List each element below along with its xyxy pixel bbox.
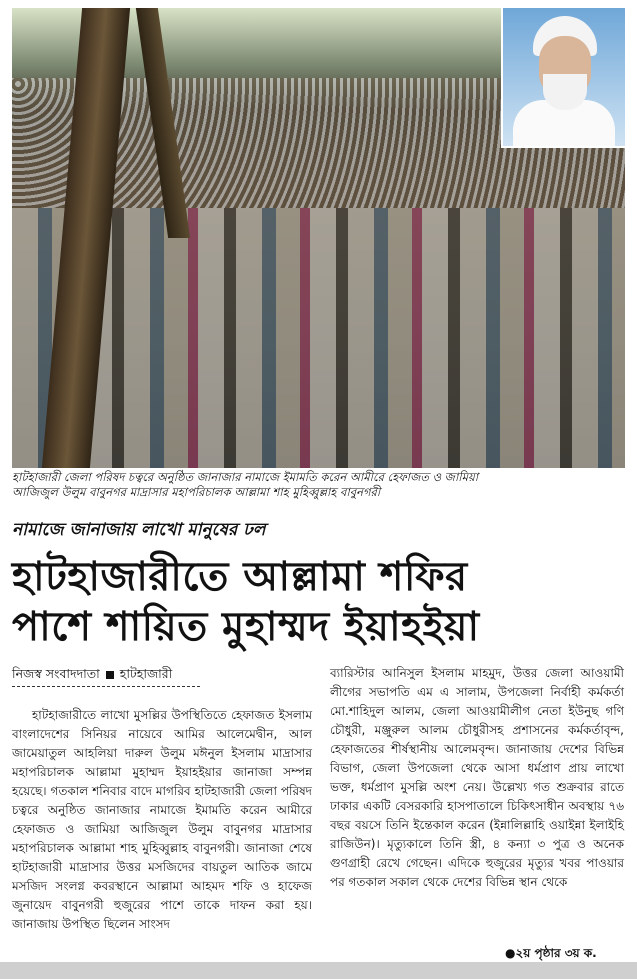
page-footer-bar xyxy=(0,962,637,979)
byline-divider xyxy=(12,686,200,687)
caption-line-2: আজিজুল উলুম বাবুনগর মাদ্রাসার মহাপরিচালক আল্লামা শাহ মুহিব্বুল্লাহ বাবুনগরী xyxy=(12,485,381,499)
headline xyxy=(12,552,625,652)
article-column-2: ব্যারিস্টার আনিসুল ইসলাম মাহমুদ, উত্তর জেলা আওয়ামী লীগের সভাপতি এম এ সালাম, উপজেলা নির্বাহী কর্মকর্তা মো.শাহিদুল আলম, জেলা আওয়ামীলীগ নেতা ইউনুছ গণি চৌধুরী, মঞ্জুরুল আলম চৌধুরীসহ প্রশাসনের কর্মকর্তাবৃন্দ, হেফাজতের শীর্ষস্থানীয় আলেমবৃন্দ। জানাজায় দেশের বিভিন্ন বিভাগ, জেলা উপজেলা থেকে আসা ধর্মপ্রাণ প্রায় লাখো ভক্ত, ধর্মপ্রাণ মুসল্লি অংশ নেয়। উল্লেখ্য গত শুক্রবার রাতে ঢাকার একটি বেসরকারি হাসপাতালে চিকিৎসাধীন অবস্থায় ৭৬ বছর বয়সে তিনি ইন্তেকাল করেন (ইন্নালিল্লাহি ওয়াইন্না ইলাইহি রাজিউন)। মৃত্যুকালে তিনি স্ত্রী, ৪ কন্যা ৩ পুত্র ও অনেক গুণগ্রাহী রেখে গেছেন। এদিকে হুজুরের মৃত্যুর খবর পাওয়ার পর গতকাল সকাল থেকে দেশের বিভিন্ন স্থান থেকে xyxy=(330,666,624,889)
article-column-1: হাটহাজারীতে লাখো মুসল্লির উপস্থিতিতে হেফাজত ইসলাম বাংলাদেশের সিনিয়র নায়েবে আমির আলেমেদ্বীন, আল জামেয়াতুল আহলিয়া দারুল উলুম মঈনুল ইসলাম মাদ্রাসার মহাপরিচালক আল্লামা মুহাম্মদ ইয়াহইয়ার জানাজা সম্পন্ন হয়েছে। গতকাল শনিবার বাদে মাগরিব হাটহাজারী জেলা পরিষদ চত্বরে অনুষ্ঠিত জানাজার নামাজে ইমামতি করেন আমীরে হেফাজত ও জামিয়া আজিজুল উলুম বাবুনগর মাদ্রাসার মহাপরিচালক আল্লামা শাহ মুহিব্বুল্লাহ বাবুনগরী। জানাজা শেষে হাটহাজারী মাদ্রাসার উত্তর মসজিদের বায়তুল আতিক জামে মসজিদ সংলগ্ন কবরস্থানে আল্লামা আহমদ শফি ও হাফেজ জুনায়েদ বাবুনগরী হুজুরের পাশে তাকে দাফন করা হয়। জানাজায় উপস্থিত ছিলেন সাংসদ xyxy=(12,708,312,931)
caption-line-1: হাটহাজারী জেলা পরিষদ চত্বরে অনুষ্ঠিত জানাজার নামাজে ইমামতি করেন আমীরে হেফাজত ও জামিয়া xyxy=(12,470,479,484)
news-photo xyxy=(12,8,625,468)
headline-line-1: হাটহাজারীতে আল্লামা শফির xyxy=(12,554,468,600)
headline-line-2: পাশে শায়িত মুহাম্মদ ইয়াহইয়া xyxy=(12,604,480,650)
kicker: নামাজে জানাজায় লাখো মানুষের ঢল xyxy=(12,520,266,540)
photo-caption xyxy=(12,470,625,500)
square-bullet-icon xyxy=(106,671,114,679)
continuation-note: ●২য় পৃষ্ঠার ৩য় ক. xyxy=(505,946,597,960)
portrait-inset xyxy=(501,8,625,148)
byline xyxy=(12,666,172,686)
byline-place: হাটহাজারী xyxy=(119,666,173,681)
byline-reporter: নিজস্ব সংবাদদাতা xyxy=(12,666,100,681)
